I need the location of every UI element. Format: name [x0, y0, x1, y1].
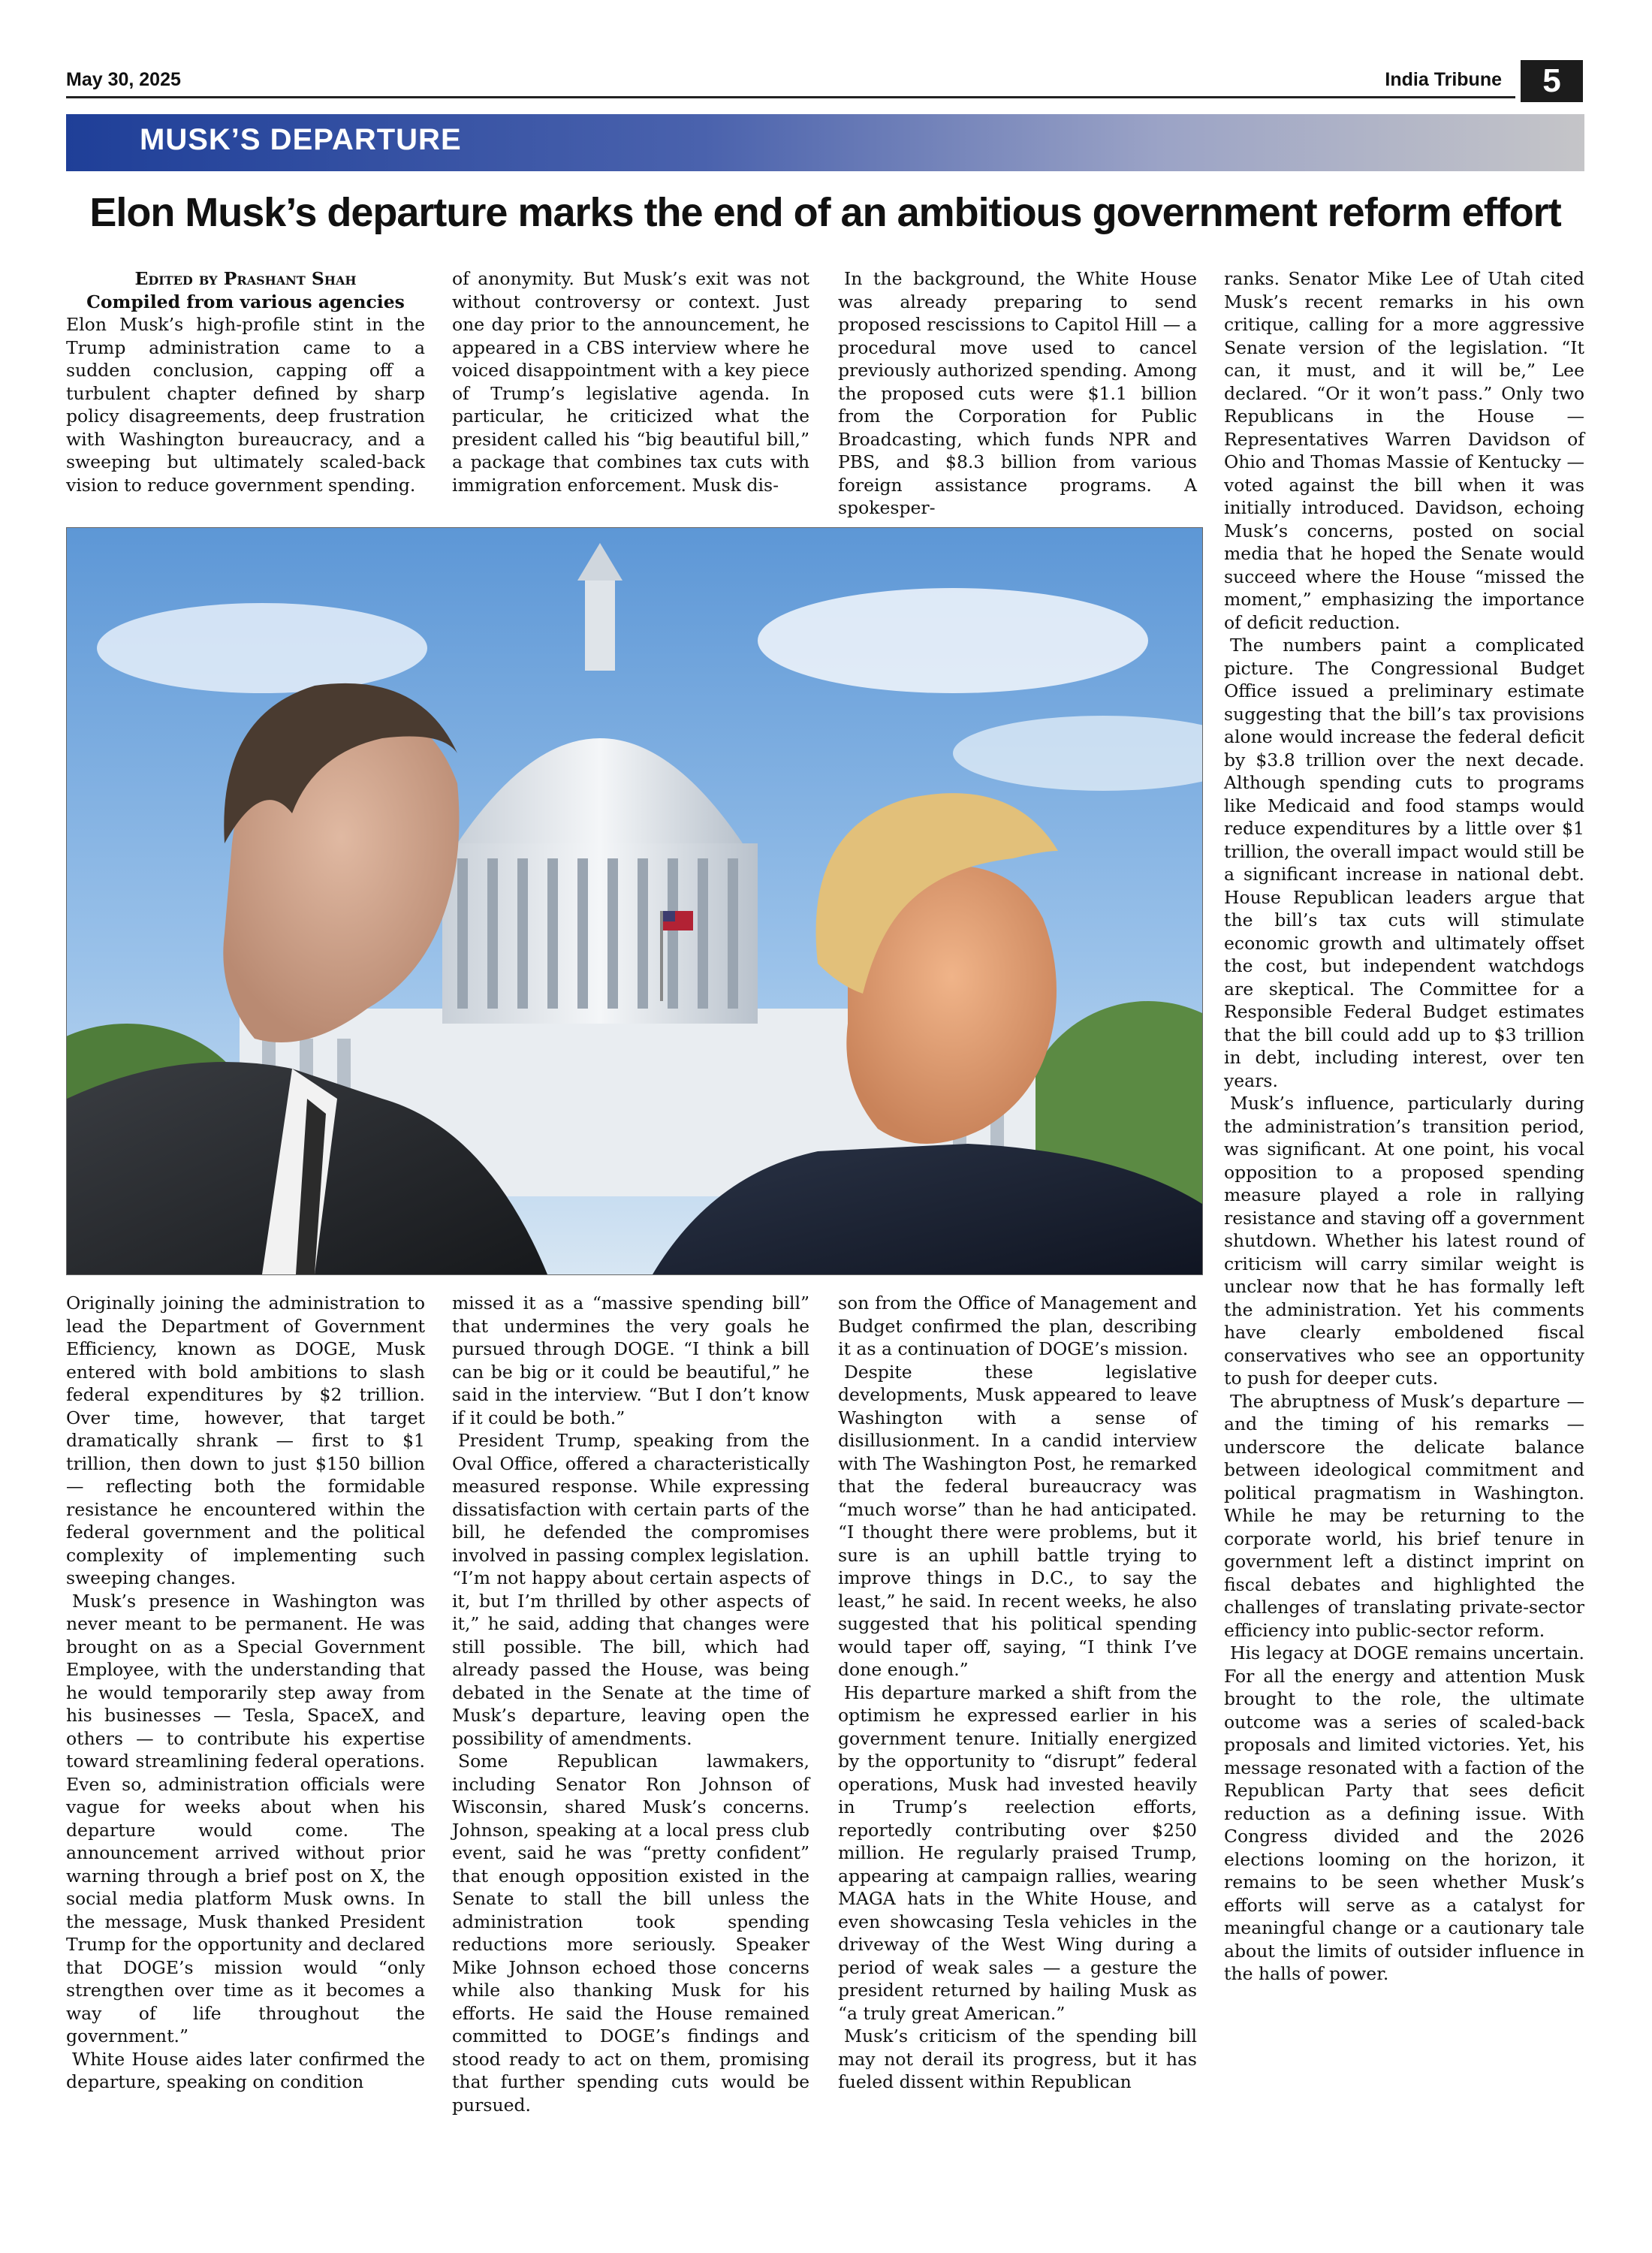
- headline: Elon Musk’s departure marks the end of an ambitious government reform effort: [89, 190, 1561, 235]
- paragraph: Musk’s influence, particularly during the administration’s transition period, was significant. At one point, his vocal opposition to a proposed spending measure played a role in rallying resistance and staving off a government shutdown. Whether his latest round of criticism will carry similar weight is unclear now that he has formally left the administration. Yet his comments have clearly emboldened fiscal conservatives who see an opportunity to push for deeper cuts.: [1224, 1093, 1584, 1389]
- paragraph: White House aides later confirmed the departure, speaking on condition: [66, 2048, 425, 2092]
- header-rule: [66, 96, 1515, 98]
- paragraph: missed it as a “massive spending bill” that undermines the very goals he pursued through DOGE. “I think a bill can be big or it could be beautiful,” he said in the interview. “But I don’t know if it could be both.”: [452, 1292, 809, 1428]
- paragraph: of anonymity. But Musk’s exit was not without controversy or context. Just one day prior to the announcement, he appeared in a CBS interview where he voiced disappointment with a key piece of Trump’s legislative agenda. In particular, he criticized what the president called his “big beautiful bill,” a package that combines tax cuts with immigration enforcement. Musk dis-: [452, 268, 809, 496]
- column-3-top: [838, 267, 1197, 520]
- paragraph: The numbers paint a complicated picture. The Congressional Budget Office issued a preliminary estimate suggesting that the bill’s tax provisions alone would increase the federal deficit by $3.8 trillion over the next decade. Although spending cuts to programs like Medicaid and food stamps would reduce expenditures by a little over $1 trillion, the overall impact would still be a significant increase in national debt. House Republican leaders argue that the bill’s tax cuts will stimulate economic growth and ultimately offset the cost, but independent watchdogs are skeptical. The Committee for a Responsible Federal Budget estimates that the bill could add up to $3 trillion in debt, including interest, over ten years.: [1224, 635, 1584, 1091]
- paragraph: Originally joining the administration to lead the Department of Government Efficiency, known as DOGE, Musk entered with bold ambitions to slash federal expenditures by $2 trillion. Over time, however, that target dramatically shrank — first to $1 trillion, then down to just $150 billion — reflecting both the formidable resistance he encountered within the federal government and the political complexity of implementing such sweeping changes.: [66, 1292, 425, 1588]
- lead-photo: [66, 527, 1203, 1275]
- source-credit: Compiled from various agencies: [86, 291, 405, 312]
- paragraph: President Trump, speaking from the Oval Office, offered a characteristically measured response. While expressing dissatisfaction with certain parts of the bill, he defended the compromises involved in passing complex legislation. “I’m not happy about certain aspects of it, but I’m thrilled by other aspects of it,” he said, adding that changes were still possible. The bill, which had already passed the House, was being debated in the Senate at the time of Musk’s departure, leaving open the possibility of amendments.: [452, 1430, 809, 1749]
- paragraph: Musk’s presence in Washington was never meant to be permanent. He was brought on as a Special Government Employee, with the understanding that he would temporarily step away from his businesses — Tesla, SpaceX, and others — to contribute his expertise toward streamlining federal operations. Even so, administration officials were vague for weeks about when his departure would come. The announcement arrived without prior warning through a brief post on X, the social media platform Musk owns. In the message, Musk thanked President Trump for the opportunity and declared that DOGE’s mission would “only strengthen over time as it becomes a way of life throughout the government.”: [66, 1590, 425, 2046]
- paragraph: Some Republican lawmakers, including Senator Ron Johnson of Wisconsin, shared Musk’s concerns. Johnson, speaking at a local press club event, said he was “pretty confident” that enough opposition existed in the Senate to stall the bill unless the administration took spending reductions more seriously. Speaker Mike Johnson echoed those concerns while also thanking Musk for his efforts. He said the House remained committed to DOGE’s findings and stood ready to act on them, promising that further spending cuts would be pursued.: [452, 1751, 809, 2116]
- paragraph: Musk’s criticism of the spending bill may not derail its progress, but it has fueled dissent within Republican: [838, 2025, 1197, 2092]
- paragraph: His legacy at DOGE remains uncertain. For all the energy and attention Musk brought to the role, the ultimate outcome was a series of scaled-back proposals and limited victories. Yet, his message resonated with a faction of the Republican Party that sees deficit reduction as a defining issue. With Congress divided and the 2026 elections looming on the horizon, it remains to be seen whether Musk’s efforts will serve as a catalyst for meaningful change or a cautionary tale about the limits of outsider influence in the halls of power.: [1224, 1642, 1584, 1984]
- paragraph: Elon Musk’s high-profile stint in the Trump administration came to a sudden conclusion, capping off a turbulent chapter defined by sharp policy disagreements, deep frustration with Washington bureaucracy, and a sweeping but ultimately scaled-back vision to reduce government spending.: [66, 314, 425, 496]
- paragraph: ranks. Senator Mike Lee of Utah cited Musk’s recent remarks in his own critique, calling for a more aggressive Senate version of the legislation. “It can, it must, and it will be,” Lee declared. “Or it won’t pass.” Only two Republicans in the House — Representatives Warren Davidson of Ohio and Thomas Massie of Kentucky — voted against the bill when it was initially introduced. Davidson, echoing Musk’s concerns, posted on social media that he hoped the Senate would succeed where the House “missed the moment,” emphasizing the importance of deficit reduction.: [1224, 268, 1584, 633]
- section-bar: [66, 114, 1584, 171]
- column-1-bottom: [66, 1292, 425, 2094]
- column-2-bottom: [452, 1292, 809, 2116]
- publication-name: India Tribune: [1385, 69, 1502, 90]
- column-1-top: [66, 267, 425, 496]
- paragraph: His departure marked a shift from the optimism he expressed earlier in his government tenure. Initially energized by the opportunity to “disrupt” federal operations, Musk had invested heavily in Trump’s reelection efforts, reportedly contributing over $250 million. He regularly praised Trump, appearing at campaign rallies, wearing MAGA hats in the White House, and even showcasing Tesla vehicles in the driveway of the West Wing during a period of weak sales — a gesture the president returned by hailing Musk as “a truly great American.”: [838, 1681, 1197, 2024]
- column-3-bottom: [838, 1292, 1197, 2094]
- photo-illustration: [67, 528, 1202, 1274]
- byline: Edited by Prashant Shah: [134, 268, 357, 289]
- paragraph: Despite these legislative developments, Musk appeared to leave Washington with a sense of disillusionment. In a candid interview with The Washington Post, he remarked that the federal bureaucracy was “much worse” than he had anticipated. “I thought there were problems, but it sure is an uphill battle trying to improve things in D.C., to say the least,” he said. In recent weeks, he also suggested that his political spending would taper off, saying, “I think I’ve done enough.”: [838, 1361, 1197, 1680]
- paragraph: The abruptness of Musk’s departure — and the timing of his remarks — underscore the delicate balance between ideological commitment and political pragmatism in Washington. While he may be returning to the corporate world, his brief tenure in government left a distinct imprint on fiscal debates and highlighted the challenges of translating private-sector efficiency into public-sector reform.: [1224, 1390, 1584, 1641]
- paragraph: son from the Office of Management and Budget confirmed the plan, describing it as a continuation of DOGE’s mission.: [838, 1292, 1197, 1359]
- page-number: 5: [1521, 60, 1583, 102]
- paragraph: In the background, the White House was already preparing to send proposed rescissions to Capitol Hill — a procedural move used to cancel previously authorized spending. Among the proposed cuts were $1.1 billion from the Corporation for Public Broadcasting, which funds NPR and PBS, and $8.3 billion from various foreign assistance programs. A spokesper-: [838, 268, 1197, 518]
- column-2-top: [452, 267, 809, 496]
- issue-date: May 30, 2025: [66, 69, 181, 90]
- section-label: MUSK’S DEPARTURE: [140, 123, 462, 156]
- column-4: [1224, 267, 1584, 1986]
